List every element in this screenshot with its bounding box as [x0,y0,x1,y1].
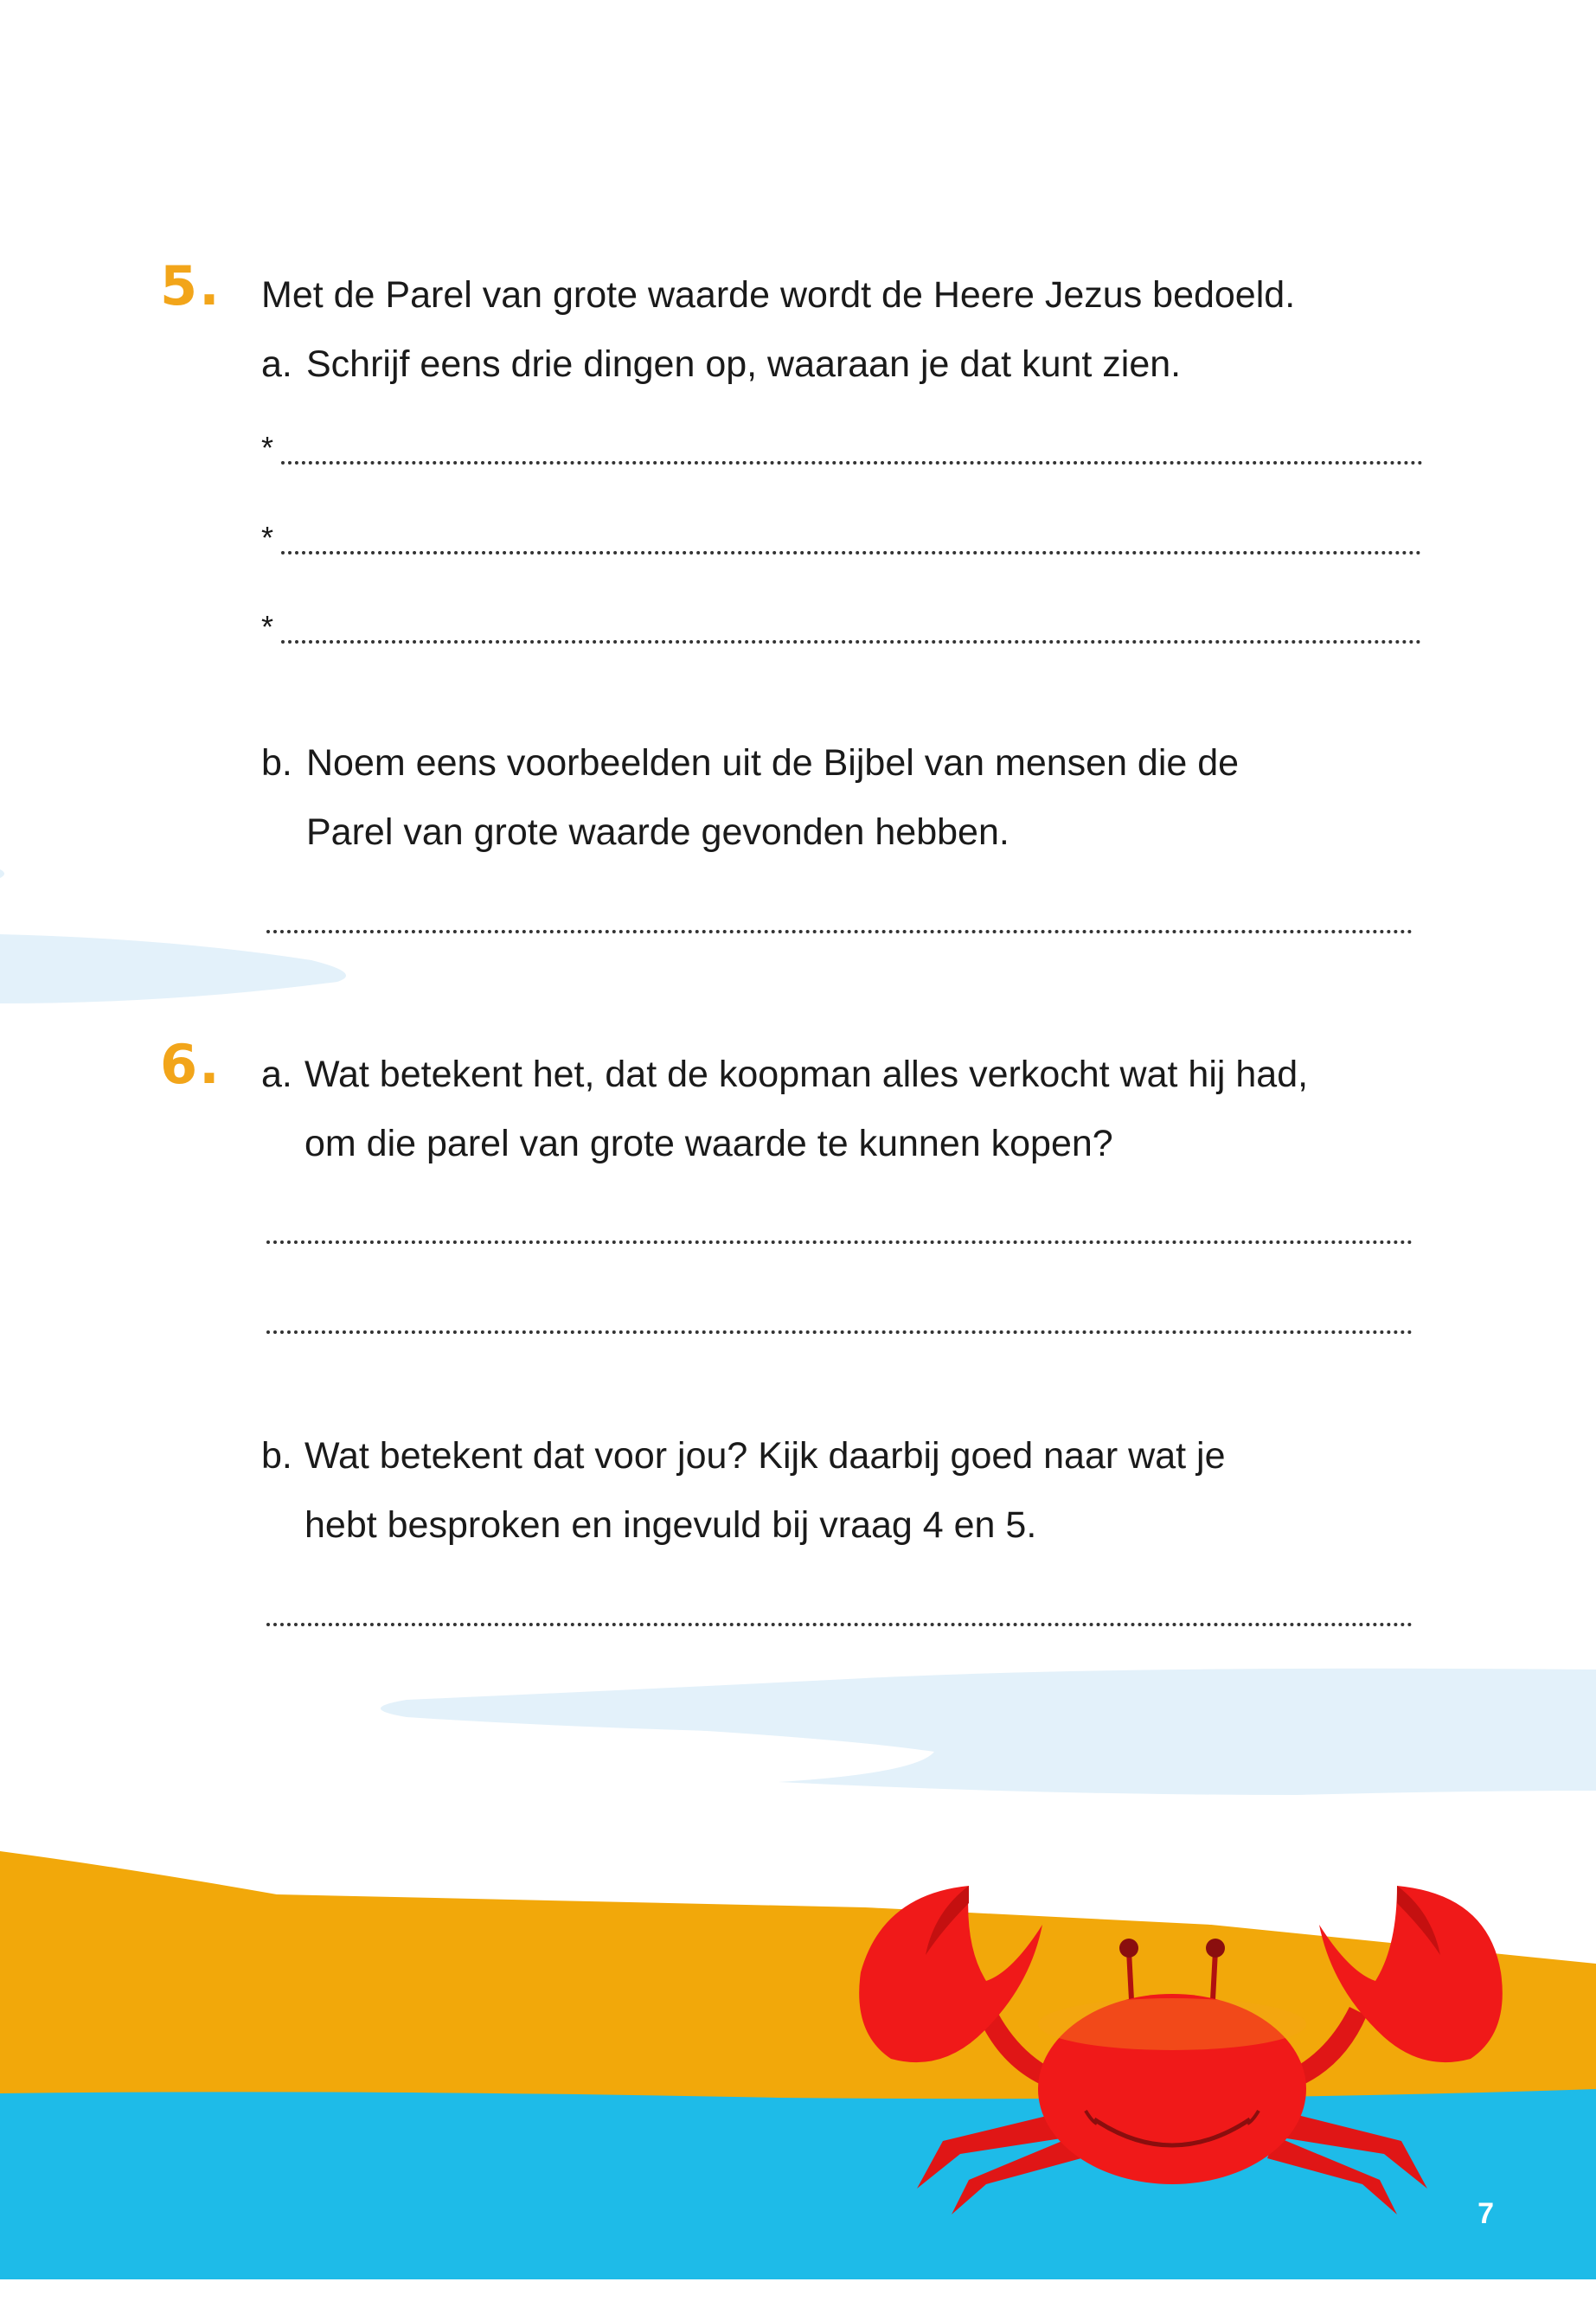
answer-line-6b[interactable] [266,1623,1413,1626]
water [0,2089,1596,2279]
answer-line-6a-2[interactable] [266,1330,1413,1334]
page-number: 7 [1477,2197,1494,2230]
question-6a-line1: Wat betekent het, dat de koopman alles verkocht wat hij had, [304,1054,1309,1095]
answer-line-5a-2[interactable] [281,551,1421,554]
answer-bullet: * [261,520,274,555]
answer-bullet: * [261,430,274,465]
question-5a-text: Schrijf eens drie dingen op, waaraan je dat kunt zien. [306,343,1182,385]
question-6b-line1: Wat betekent dat voor jou? Kijk daarbij goed naar wat je [304,1435,1226,1477]
cloud-left [0,869,346,1003]
question-5b-line2: Parel van grote waarde gevonden hebben. [306,811,1010,853]
question-6-number: 6. [160,1033,221,1096]
question-6a-line2: om die parel van grote waarde te kunnen kopen? [304,1123,1113,1164]
question-6b-line2: hebt besproken en ingevuld bij vraag 4 en 5. [304,1504,1037,1546]
question-5a-label: a. [261,343,292,385]
answer-line-5a-3[interactable] [281,640,1421,644]
answer-line-5b[interactable] [266,930,1413,933]
question-5-number: 5. [160,254,221,317]
question-6a-label: a. [261,1054,292,1095]
question-6b-label: b. [261,1435,292,1477]
question-5b-label: b. [261,742,292,784]
answer-line-5a-1[interactable] [281,461,1423,465]
question-5-intro: Met de Parel van grote waarde wordt de Heere Jezus bedoeld. [261,274,1296,316]
answer-line-6a-1[interactable] [266,1240,1413,1244]
question-5b-line1: Noem eens voorbeelden uit de Bijbel van mensen die de [306,742,1240,784]
answer-bullet: * [261,609,274,644]
